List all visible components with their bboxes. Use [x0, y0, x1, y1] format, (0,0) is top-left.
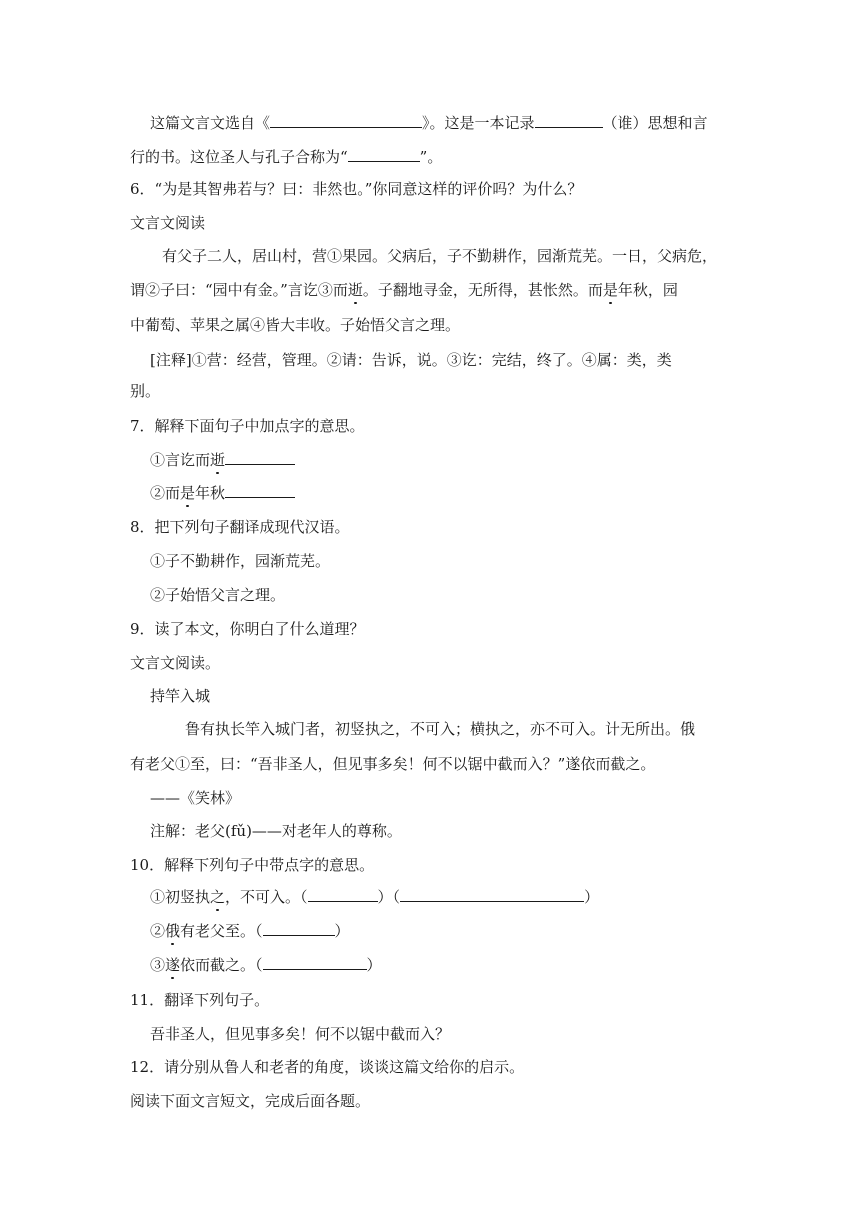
- answer-blank[interactable]: [535, 112, 603, 128]
- section-heading: 文言文阅读: [130, 214, 206, 232]
- answer-line: ①初竖执之，不可入。（ ）（ ）: [150, 888, 600, 906]
- question-11: 11．翻译下列句子。: [130, 991, 270, 1009]
- passage-line: 中葡萄、苹果之属④皆大丰收。子始悟父言之理。: [130, 316, 461, 334]
- intro-line-1: 这篇文言文选自《 》。这是一本记录 （谁）思想和言: [150, 114, 708, 132]
- question-7: 7．解释下面句子中加点字的意思。: [130, 417, 365, 435]
- question-12: 12．请分别从鲁人和老者的角度，谈谈这篇文给你的启示。: [130, 1058, 525, 1076]
- passage-line: 有老父①至，曰：“吾非圣人，但见事多矣！何不以锯中截而入？”遂依而截之。: [130, 755, 656, 773]
- answer-line: ①言讫而逝: [150, 449, 295, 470]
- note-line: 注解：老父(fǔ)——对老年人的尊称。: [150, 822, 402, 840]
- passage-line: 鲁有执长竿入城门者，初竖执之，不可入；横执之，亦不可入。计无所出。俄: [185, 720, 696, 738]
- passage-line: 谓②子曰：“园中有金。”言讫③而逝。子翻地寻金，无所得，甚怅然。而是年秋，园: [130, 281, 678, 299]
- answer-blank[interactable]: [263, 920, 335, 936]
- answer-blank[interactable]: [225, 449, 295, 465]
- answer-blank[interactable]: [348, 146, 420, 162]
- section-heading: 文言文阅读。: [130, 654, 221, 672]
- answer-blank[interactable]: [263, 954, 367, 970]
- answer-line: ③遂依而截之。（ ）: [150, 956, 382, 974]
- note-line: 别。: [130, 382, 161, 400]
- passage-title: 持竿入城: [150, 687, 211, 705]
- translate-sentence: ①子不勤耕作，园渐荒芜。: [150, 552, 331, 570]
- translate-sentence: ②子始悟父言之理。: [150, 586, 286, 604]
- answer-blank[interactable]: [400, 886, 584, 902]
- answer-blank[interactable]: [225, 482, 295, 498]
- answer-line: ②而是年秋: [150, 482, 295, 503]
- answer-blank[interactable]: [308, 886, 378, 902]
- question-8: 8．把下列句子翻译成现代汉语。: [130, 518, 350, 536]
- question-6: 6．“为是其智弗若与？曰：非然也。”你同意这样的评价吗？为什么？: [130, 180, 583, 198]
- question-9: 9．读了本文，你明白了什么道理？: [130, 620, 365, 638]
- question-10: 10．解释下列句子中带点字的意思。: [130, 856, 375, 874]
- answer-line: ②俄有老父至。（ ）: [150, 922, 350, 940]
- section-heading: 阅读下面文言短文，完成后面各题。: [130, 1092, 371, 1110]
- translate-sentence: 吾非圣人，但见事多矣！何不以锯中截而入？: [150, 1025, 451, 1043]
- intro-line-2: 行的书。这位圣人与孔子合称为“ ”。: [130, 148, 443, 166]
- passage-line: 有父子二人，居山村，营①果园。父病后，子不勤耕作，园渐荒芜。一日，父病危，: [162, 247, 718, 265]
- answer-blank[interactable]: [270, 112, 422, 128]
- note-line: [注释]①营：经营，管理。②请：告诉，说。③讫：完结，终了。④属：类，类: [150, 351, 672, 369]
- passage-source: ——《笑林》: [150, 789, 241, 807]
